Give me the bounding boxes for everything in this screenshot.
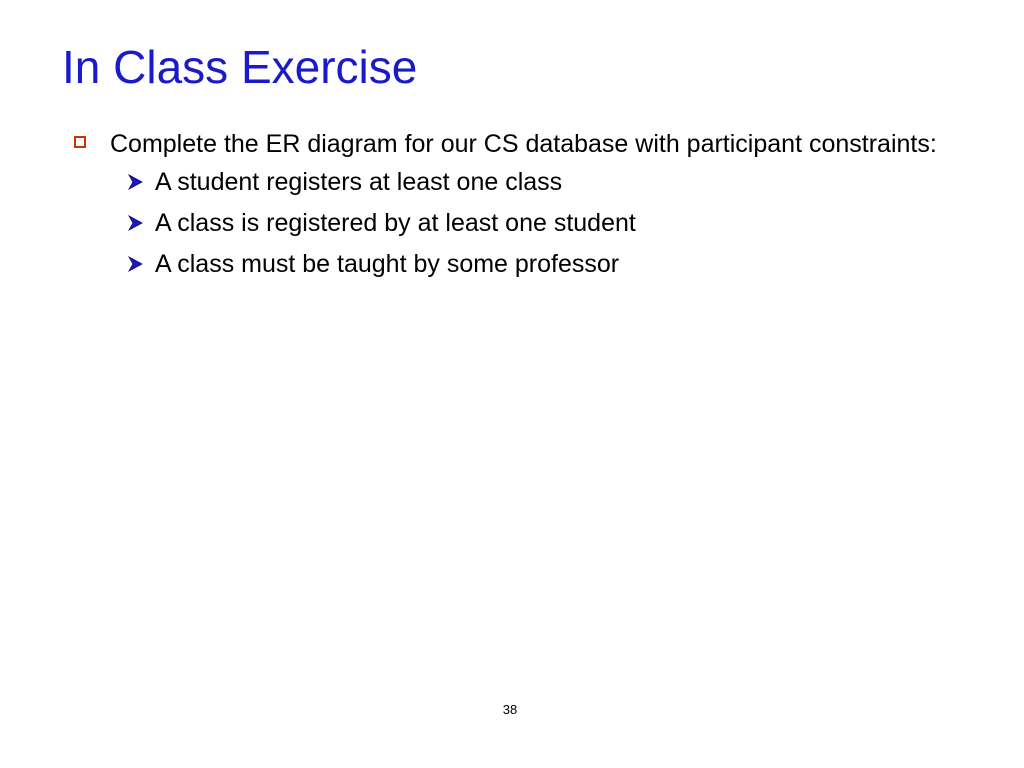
sub-bullet-text: A student registers at least one class bbox=[155, 168, 563, 196]
bullet-item bbox=[70, 127, 950, 161]
sub-bullet-text: A class must be taught by some professor bbox=[155, 250, 620, 278]
sub-bullet-item bbox=[127, 165, 950, 199]
sub-bullet-text: A class is registered by at least one student bbox=[155, 209, 636, 237]
sub-bullet-item bbox=[127, 247, 950, 281]
sub-bullet-list bbox=[70, 165, 950, 281]
slide-content bbox=[70, 127, 950, 288]
sub-bullet-item bbox=[127, 206, 950, 240]
slide-title: In Class Exercise bbox=[62, 41, 418, 93]
page-number: 38 bbox=[502, 702, 518, 717]
square-outline-icon bbox=[74, 136, 86, 148]
arrowhead-icon bbox=[127, 215, 143, 231]
arrowhead-icon bbox=[127, 256, 143, 272]
arrowhead-icon bbox=[127, 174, 143, 190]
bullet-text: Complete the ER diagram for our CS database with participant constraints: bbox=[110, 130, 937, 158]
